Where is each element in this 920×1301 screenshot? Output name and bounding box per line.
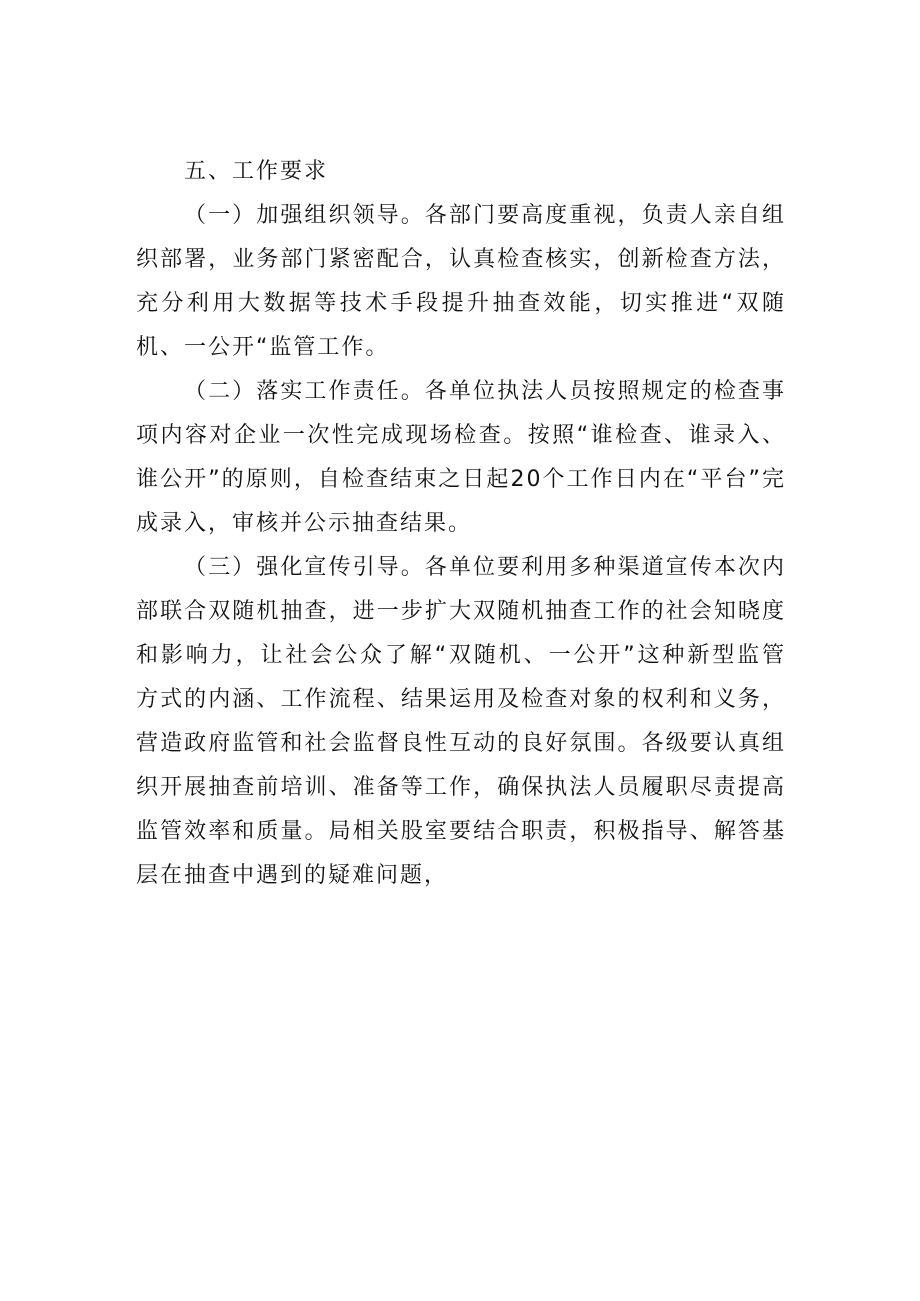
paragraph-organization-leadership: （一）加强组织领导。各部门要高度重视，负责人亲自组织部署，业务部门紧密配合，认真检查核实，创新检查方法，充分利用大数据等技术手段提升抽查效能，切实推进“双随机、一公开“监管工作。 <box>136 203 786 360</box>
section-heading: 五、工作要求 <box>184 159 329 184</box>
document-body <box>136 150 786 898</box>
paragraph-publicity-guidance: （三）强化宣传引导。各单位要利用多种渠道宣传本次内部联合双随机抽查，进一步扩大双随机抽查工作的社会知晓度和影响力，让社会公众了解“双随机、一公开”这种新型监管方式的内涵、工作流程、结果运用及检查对象的权利和义务，营造政府监管和社会监督良性互动的良好氛围。各级要认真组织开展抽查前培训、准备等工作，确保执法人员履职尽责提高监管效率和质量。局相关股室要结合职责，积极指导、解答基层在抽查中遇到的疑难问题， <box>136 555 786 888</box>
paragraph-work-responsibility: （二）落实工作责任。各单位执法人员按照规定的检查事项内容对企业一次性完成现场检查。按照“谁检查、谁录入、谁公开”的原则，自检查结束之日起20个工作日内在“平台”完成录入，审核并公示抽查结果。 <box>136 379 786 536</box>
